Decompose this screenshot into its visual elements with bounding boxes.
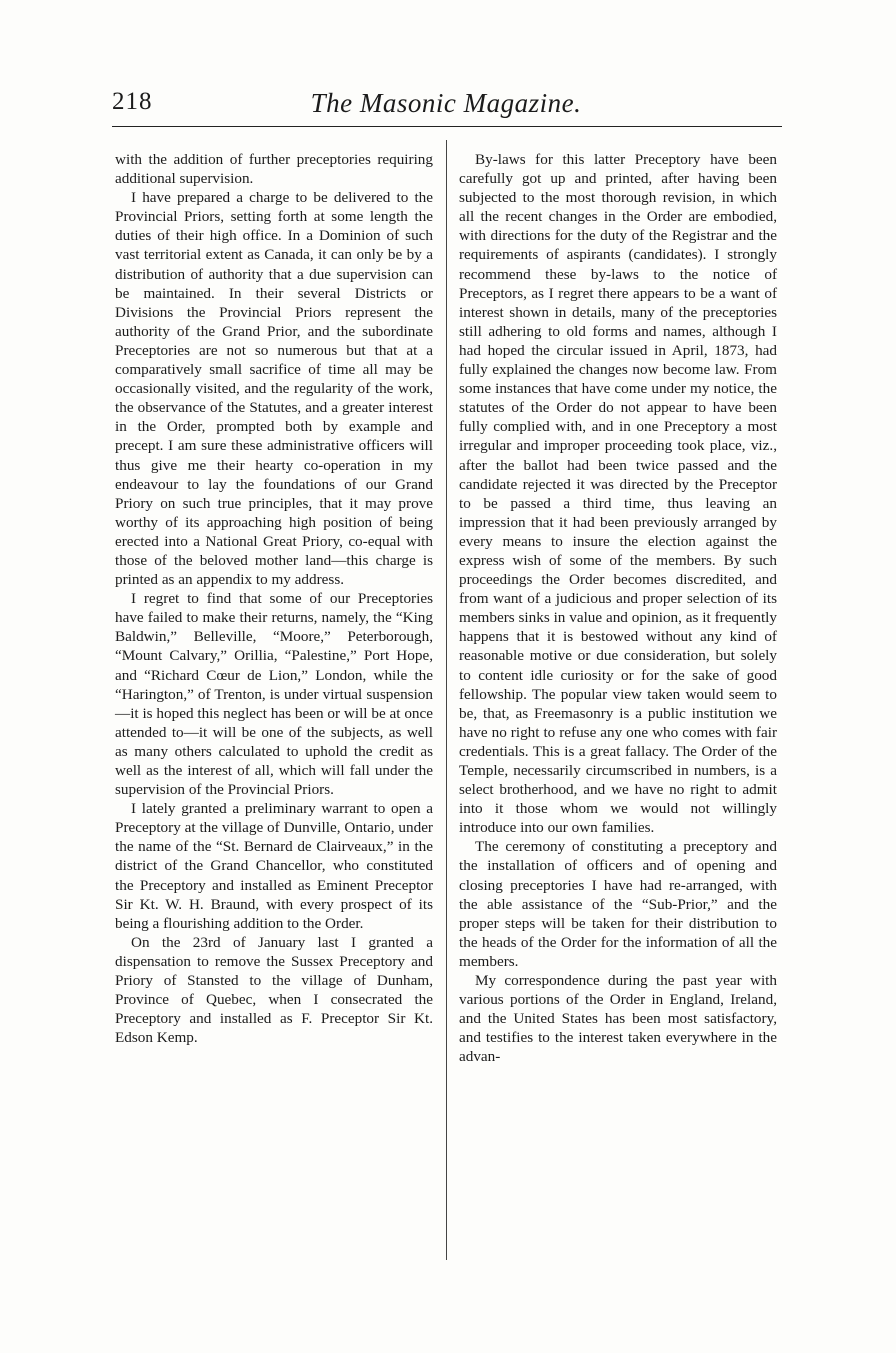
- page-header: [112, 88, 780, 128]
- paragraph: My correspondence during the past year with various portions of the Order in England, Ireland, and the United States has been most satisfactory, and testifies to the interest taken everywhere in the advan-: [459, 972, 777, 1066]
- paragraph: I regret to find that some of our Preceptories have failed to make their returns, namely, the “King Baldwin,” Belleville, “Moore,” Peterborough, “Mount Calvary,” Orillia, “Palestine,” Port Hope, and “Richard Cœur de Lion,” London, while the “Harington,” of Trenton, is under virtual suspension—it is hoped this neglect has been or will be at once attended to—it will be one of the subjects, as well as many others calculated to uphold the credit as well as the interest of all, which will fall under the supervision of the Provincial Priors.: [115, 590, 433, 799]
- column-divider: [446, 140, 447, 1260]
- running-title: The Masonic Magazine.: [310, 88, 582, 118]
- paragraph: On the 23rd of January last I granted a dispensation to remove the Sussex Preceptory and Priory of Stansted to the village of Dunham, Province of Quebec, when I consecrated the Preceptory and installed as F. Preceptor Sir Kt. Edson Kemp.: [115, 933, 433, 1047]
- paragraph: I have prepared a charge to be delivered to the Provincial Priors, setting forth at some length the duties of their high office. In a Dominion of such vast territorial extent as Canada, it can only be by a distribution of authority that a due supervision can be maintained. In their several Districts or Divisions the Provincial Priors represent the authority of the Grand Prior, and the subordinate Preceptories are not so numerous but that at a comparatively small sacrifice of time all may be occasionally visited, and the regularity of the work, the observance of the Statutes, and a greater interest in the Order, prompted both by example and precept. I am sure these administrative officers will thus give me their hearty co-operation in my endeavour to lay the foundations of our Grand Priory on such true principles, that it may prove worthy of its approaching high position of being erected into a National Great Priory, co-equal with those of the beloved mother land—this charge is printed as an appendix to my address.: [115, 189, 433, 589]
- paragraph: By-laws for this latter Preceptory have been carefully got up and printed, after having been subjected to the most thorough revision, in which all the recent changes in the Order are embodied, with directions for the duty of the Registrar and the requirements of aspirants (candidates). I strongly recommend these by-laws to the notice of Preceptors, as I regret there appears to be a want of interest shown in details, many of the preceptories still adhering to old forms and names, although I had hoped the circular issued in April, 1873, had fully explained the changes now become law. From some instances that have come under my notice, the statutes of the Order do not appear to have been fully complied with, and in one Preceptory a most irregular and improper proceeding took place, viz., after the ballot had been twice passed and the candidate rejected it was directed by the Preceptor to be passed a third time, thus leaving an impression that it had been previously arranged by every means to insure the election against the express wish of some of the members. By such proceedings the Order becomes discredited, and from want of a judicious and proper selection of its members sinks in value and opinion, as it frequently happens that it is bestowed without any kind of reasonable motive or due consideration, but solely to content idle curiosity or for the sake of good fellowship. The popular view taken would seem to be, that, as Freemasonry is a public institution we have no right to refuse any one who comes with fair credentials. This is a great fallacy. The Order of the Temple, necessarily circumscribed in numbers, is a select brotherhood, and we have no right to admit into it those whom we would not willingly introduce into our own families.: [459, 151, 777, 837]
- page-number: 218: [112, 88, 153, 115]
- left-column: [115, 150, 433, 1047]
- paragraph: I lately granted a preliminary warrant to open a Preceptory at the village of Dunville, Ontario, under the name of the “St. Bernard de Clairveaux,” in the district of the Grand Chancellor, who constituted the Preceptory and installed as Eminent Preceptor Sir Kt. W. H. Braund, with every prospect of its being a flourishing addition to the Order.: [115, 800, 433, 932]
- paragraph: The ceremony of constituting a preceptory and the installation of officers and of opening and closing preceptories I have had re-arranged, with the able assistance of the “Sub-Prior,” and the proper steps will be taken for their distribution to the heads of the Order for the information of all the members.: [459, 838, 777, 970]
- paragraph: with the addition of further preceptories requiring additional supervision.: [115, 151, 433, 188]
- header-rule: [112, 126, 782, 127]
- right-column: [459, 150, 777, 1067]
